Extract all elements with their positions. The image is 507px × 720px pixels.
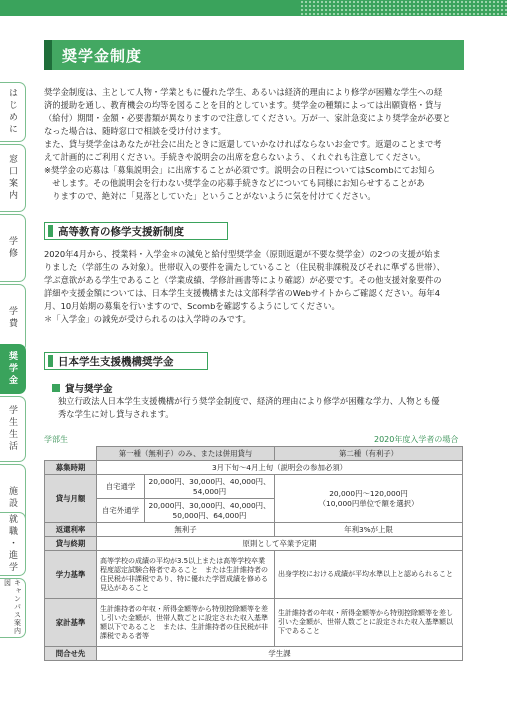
text-line: ※奨学金の応募は「募集説明会」に出席することが必須です。説明会の日程についてはScombにてお知ら	[44, 165, 436, 175]
top-banner	[0, 0, 507, 16]
text-line: ＊「入学金」の減免が受けられるのは入学時のみです。	[44, 314, 251, 324]
text-line: 2020年4月から、授業料・入学金＊の減免と給付型奨学金（原則返還が不要な奨学金）の2つの支援が始ま	[44, 249, 441, 259]
table-row	[45, 537, 463, 551]
tab-shushoku[interactable]	[0, 512, 26, 576]
text-line: 月、10月始期の募集を行いますので、Scombを確認するようにしてください。	[44, 301, 340, 311]
table-cell: 年利3%が上限	[275, 523, 463, 537]
tab-label: はじめに	[7, 88, 17, 136]
heading-marker	[48, 355, 53, 367]
row-label: 家計基準	[45, 599, 97, 647]
tab-label: キャンパス案内図	[3, 579, 22, 635]
text-line: 独立行政法人日本学生支援機構が行う奨学金制度で、経済的理由により修学が困難な学力、人物とも優	[58, 396, 440, 406]
table-cell: 3月下旬〜4月上旬（説明会の参加必須）	[97, 461, 463, 475]
table-cell: 生計維持者の年収・所得金額等から特別控除額等を差し引いた金額が、世帯人数ごとに設定された収入基準額以下であること	[275, 599, 463, 647]
table-row	[45, 523, 463, 537]
tab-madoguchi[interactable]	[0, 144, 26, 212]
page-title: 奨学金制度	[62, 47, 143, 65]
table-row	[45, 475, 463, 499]
title-accent	[44, 40, 52, 70]
col-header-type1: 第一種（無利子）のみ、または併用貸与	[97, 447, 275, 461]
intro-paragraph	[44, 86, 451, 203]
section-heading-jasso	[44, 352, 208, 370]
table-cell: 生計維持者の年収・所得金額等から特別控除額等を差し引いた金額が、世帯人数ごとに設定された収入基準額以下であること または、生計維持者の住民税が非課税である者等	[97, 599, 275, 647]
page-title-band	[44, 40, 464, 70]
subheading-text: 貸与奨学金	[65, 384, 113, 395]
text-line: なった場合は、随時窓口で相談を受け付けます。	[44, 126, 226, 136]
table-cell: 自宅外通学	[97, 499, 145, 523]
section1-paragraph	[44, 248, 445, 326]
tab-label: 学費	[7, 306, 17, 330]
text-line: （給付）期間・金額・必要書類が異なりますので注意してください。万が一、家計急変により奨学金が必要と	[44, 113, 451, 123]
col-header-type2: 第二種（有利子）	[275, 447, 463, 461]
table-cell: 高等学校の成績の平均が3.5以上または高等学校卒業程度認定試験合格者であること または生計維持者の住民税が非課税であり、特に優れた学習成績を修める見込があること	[97, 551, 275, 599]
text-line: 奨学金制度は、主として人物・学業ともに優れた学生、あるいは経済的理由により修学が困難な学生への経	[44, 87, 443, 97]
table-corner	[45, 447, 97, 461]
table-row	[45, 599, 463, 647]
tab-campus-map[interactable]	[0, 578, 26, 638]
table-row	[45, 461, 463, 475]
tab-shogakukin[interactable]	[0, 344, 26, 394]
text-line: また、貸与奨学金はあなたが社会に出たときに返還していかなければならないお金です。返還のことまで考	[44, 139, 442, 149]
table-caption-right: 2020年度入学者の場合	[374, 435, 459, 444]
section-heading-text: 高等教育の修学支援新制度	[58, 226, 184, 238]
row-label: 問合せ先	[45, 647, 97, 661]
scholarship-table	[44, 446, 463, 661]
table-cell: 学生課	[97, 647, 463, 661]
section-heading-new-support	[44, 222, 228, 240]
tab-label: 窓口案内	[7, 154, 17, 202]
table-caption-left: 学部生	[44, 435, 68, 444]
row-label: 返還利率	[45, 523, 97, 537]
text-line: えて計画的にご利用ください。手続きや説明会の出席を怠らないよう、くれぐれも注意してください。	[44, 152, 426, 162]
row-label: 学力基準	[45, 551, 97, 599]
section-heading-text: 日本学生支援機構奨学金	[58, 356, 174, 368]
section2-paragraph	[58, 395, 440, 421]
tab-label: 奨学金	[7, 351, 17, 387]
subheading-loan	[52, 381, 113, 395]
tab-gakushu[interactable]	[0, 214, 26, 282]
tab-hajimeni[interactable]	[0, 82, 26, 142]
table-row	[45, 647, 463, 661]
table-header-row	[45, 447, 463, 461]
square-bullet-icon	[52, 384, 60, 392]
table-cell: 20,000円、30,000円、40,000円、50,000円、64,000円	[145, 499, 275, 523]
tab-label: 就職・進学	[7, 514, 17, 574]
table-cell: 20,000円、30,000円、40,000円、54,000円	[145, 475, 275, 499]
tab-gakusei-seikatsu[interactable]	[0, 396, 26, 462]
text-line: せします。その他説明会を行わない奨学金の応募手続きなどについても同様にお知らせすることがあ	[44, 178, 425, 188]
tab-label: 学修	[7, 236, 17, 260]
table-row	[45, 551, 463, 599]
text-line: りますので、絶対に「見落としていた」ということがないように気を付けてください。	[44, 191, 376, 201]
tab-label: 施設	[7, 486, 17, 510]
table-cell: 無利子	[97, 523, 275, 537]
text-line: 済的援助を通し、教育機会の均等を図ることを目的としています。奨学金の種類によっては出願資格・貸与	[44, 100, 442, 110]
text-line: 詳細や支援金額については、日本学生支援機構または文部科学省のWebサイトからご確認ください。毎年4	[44, 288, 440, 298]
row-label: 募集時期	[45, 461, 97, 475]
tab-label: 学生生活	[7, 405, 17, 453]
text-line: 学ぶ意欲がある学生であること（学業成績、学修計画書等により確認）が必要です。その他支援対象要件の	[44, 275, 442, 285]
tab-gakuhi[interactable]	[0, 284, 26, 352]
table-cell: 原則として卒業予定期	[97, 537, 463, 551]
row-label: 貸与終期	[45, 537, 97, 551]
table-cell: 出身学校における成績が平均水準以上と認められること	[275, 551, 463, 599]
top-banner-pattern	[300, 0, 507, 16]
text-line: りました（学部生の み対象）。世帯収入の要件を満たしていること（住民税非課税及びそれに準ずる世帯）、	[44, 262, 445, 272]
table-cell: 自宅通学	[97, 475, 145, 499]
row-label: 貸与月額	[45, 475, 97, 523]
heading-marker	[48, 225, 53, 237]
table-cell: 20,000円〜120,000円（10,000円単位で額を選択）	[275, 475, 463, 523]
text-line: 秀な学生に対し貸与されます。	[58, 409, 174, 419]
